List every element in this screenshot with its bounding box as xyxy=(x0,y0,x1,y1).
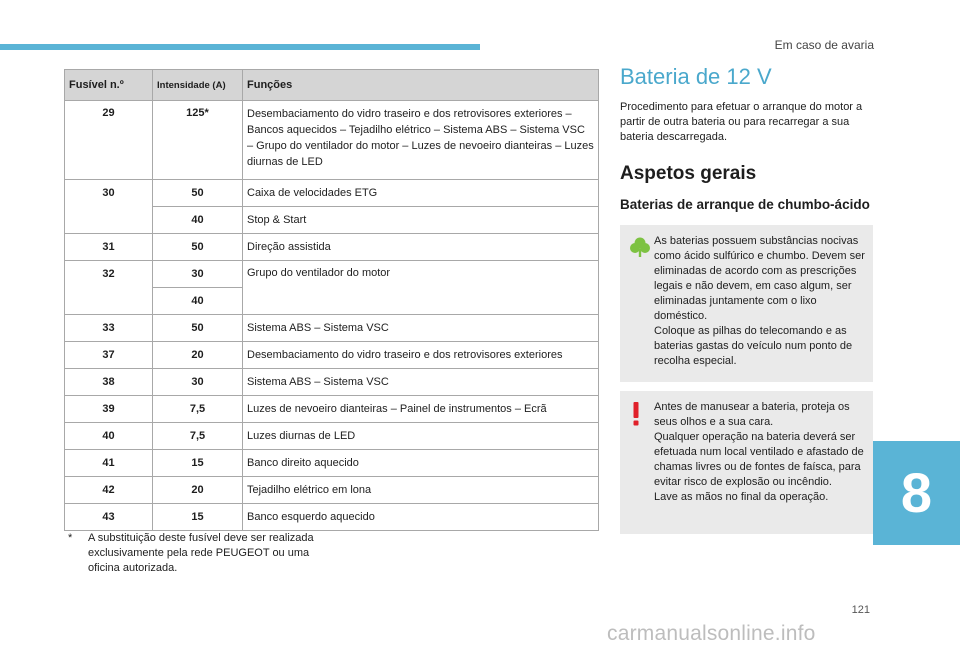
fuse-amperage: 40 xyxy=(153,207,243,234)
table-header-row xyxy=(65,70,599,101)
fuse-amperage: 30 xyxy=(153,261,243,288)
section-title: Em caso de avaria xyxy=(774,38,874,52)
table-row xyxy=(65,342,599,369)
battery-intro: Procedimento para efetuar o arranque do motor a partir de outra bateria ou para recarregar a sua bateria descarregada. xyxy=(620,101,863,143)
fuse-function: Tejadilho elétrico em lona xyxy=(243,477,599,504)
fuse-function: Stop & Start xyxy=(243,207,599,234)
fuse-amperage: 50 xyxy=(153,180,243,207)
header-fuse-number: Fusível n.º xyxy=(65,70,153,101)
footnote-marker: * xyxy=(68,532,73,544)
fuse-function: Banco esquerdo aquecido xyxy=(243,504,599,531)
fuse-function: Desembaciamento do vidro traseiro e dos retrovisores exteriores xyxy=(243,342,599,369)
table-row xyxy=(65,315,599,342)
fuse-amperage: 20 xyxy=(153,477,243,504)
fuse-number: 39 xyxy=(65,396,153,423)
fuse-number xyxy=(65,288,153,315)
table-row xyxy=(65,504,599,531)
table-row xyxy=(65,369,599,396)
fuse-amperage: 40 xyxy=(153,288,243,315)
table-row xyxy=(65,234,599,261)
page-number: 121 xyxy=(851,604,870,616)
table-row xyxy=(65,423,599,450)
table-row xyxy=(65,477,599,504)
warning-note-box xyxy=(620,391,873,534)
fuse-function: Luzes de nevoeiro dianteiras – Painel de instrumentos – Ecrã xyxy=(243,396,599,423)
fuse-function: Sistema ABS – Sistema VSC xyxy=(243,315,599,342)
fuse-amperage: 15 xyxy=(153,450,243,477)
top-accent-bar xyxy=(0,44,480,50)
fuse-function: Luzes diurnas de LED xyxy=(243,423,599,450)
warning-note-text: Antes de manusear a bateria, proteja os seus olhos e a sua cara. Qualquer operação na bateria deverá ser efetuada num local ventilado e afastado de chamas livres ou de fontes de faísca, para evitar risco de explosão ou incêndio. Lave as mãos no final da operação. xyxy=(654,401,864,503)
footnote-text: A substituição deste fusível deve ser realizada exclusivamente pela rede PEUGEOT ou uma oficina autorizada. xyxy=(88,532,314,574)
fuse-function: Banco direito aquecido xyxy=(243,450,599,477)
fuse-function: Grupo do ventilador do motor xyxy=(243,261,599,315)
table-row xyxy=(65,396,599,423)
table-row xyxy=(65,207,599,234)
fuse-number: 32 xyxy=(65,261,153,288)
fuse-amperage: 125* xyxy=(153,101,243,180)
fuse-amperage: 30 xyxy=(153,369,243,396)
fuse-number: 31 xyxy=(65,234,153,261)
tree-icon xyxy=(629,236,651,263)
fuse-function: Sistema ABS – Sistema VSC xyxy=(243,369,599,396)
fuse-amperage: 50 xyxy=(153,315,243,342)
fuse-amperage: 15 xyxy=(153,504,243,531)
exclamation-icon xyxy=(629,402,643,431)
table-row xyxy=(65,450,599,477)
table-row xyxy=(65,101,599,180)
fuse-number xyxy=(65,207,153,234)
fuse-number: 38 xyxy=(65,369,153,396)
fuse-amperage: 50 xyxy=(153,234,243,261)
fuse-amperage: 7,5 xyxy=(153,423,243,450)
fuse-number: 37 xyxy=(65,342,153,369)
eco-note-text: As baterias possuem substâncias nocivas como ácido sulfúrico e chumbo. Devem ser eliminadas de acordo com as prescrições legais e não devem, em caso algum, ser eliminadas juntamente com o lixo doméstico. Coloque as pilhas do telecomando e as baterias gastas do veículo num ponto de recolha especial. xyxy=(654,235,865,367)
fuse-number: 33 xyxy=(65,315,153,342)
watermark: carmanualsonline.info xyxy=(607,622,816,645)
fuse-function: Desembaciamento do vidro traseiro e dos retrovisores exteriores – Bancos aquecidos – Tejadilho elétrico – Sistema ABS – Sistema VSC – Grupo do ventilador do motor – Luzes de nevoeiro dianteiras – Luzes diurnas de LED xyxy=(243,101,599,180)
lead-acid-subtitle: Baterias de arranque de chumbo-ácido xyxy=(620,197,870,212)
battery-title: Bateria de 12 V xyxy=(620,64,772,89)
fuse-number: 43 xyxy=(65,504,153,531)
fuse-number: 30 xyxy=(65,180,153,207)
fuse-number: 40 xyxy=(65,423,153,450)
fuse-number: 42 xyxy=(65,477,153,504)
fuse-number: 41 xyxy=(65,450,153,477)
chapter-tab xyxy=(873,441,960,545)
fuse-table xyxy=(64,69,599,531)
fuse-amperage: 7,5 xyxy=(153,396,243,423)
fuse-amperage: 20 xyxy=(153,342,243,369)
eco-note-box xyxy=(620,225,873,382)
fuse-function: Direção assistida xyxy=(243,234,599,261)
fuse-number: 29 xyxy=(65,101,153,180)
header-amperage: Intensidade (A) xyxy=(153,70,243,101)
footnote xyxy=(68,531,328,576)
fuse-function: Caixa de velocidades ETG xyxy=(243,180,599,207)
table-row xyxy=(65,261,599,288)
table-row xyxy=(65,180,599,207)
general-title: Aspetos gerais xyxy=(620,163,757,184)
chapter-number: 8 xyxy=(900,461,933,524)
header-functions: Funções xyxy=(243,70,599,101)
